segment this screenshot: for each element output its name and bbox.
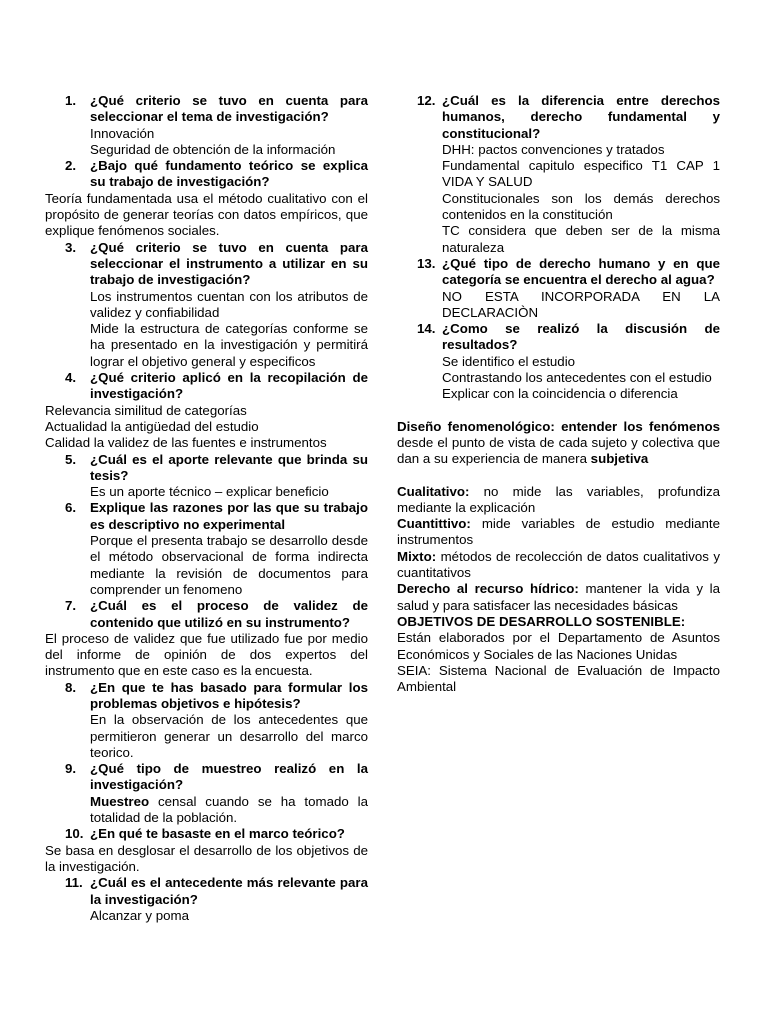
definition-recurso-hidrico [397,581,720,614]
answer-line: Actualidad la antigüedad del estudio [45,418,259,434]
question-12 [397,93,720,256]
answer-line [90,794,368,827]
left-column [45,93,368,924]
answer-paragraph: Teoría fundamentada usa el método cualitativo con el propósito de generar teorías con datos empíricos, que explique fenómenos sociales. [45,190,368,239]
question-text: ¿Bajo qué fundamento teórico se explica su trabajo de investigación? [90,158,368,190]
answer-line: Alcanzar y poma [90,907,190,923]
answer-line: Se identifico el estudio [442,353,576,369]
question-4 [45,370,368,403]
question-number: 5. [65,451,77,467]
answer-paragraph: Se basa en desglosar el desarrollo de los objetivos de la investigación. [45,842,368,874]
question-number: 13. [417,255,436,271]
question-number: 7. [65,598,77,614]
answer-line: NO ESTA INCORPORADA EN LA DECLARACIÒN [442,288,720,320]
term-inline-bold: fenómenos [649,418,720,434]
definition-cualitativo [397,484,720,517]
question-text: ¿Qué criterio aplicó en la recopilación de investigación? [90,370,368,402]
question-text: ¿Como se realizó la discusión de resultados? [442,321,720,353]
question-text: ¿Cuál es el antecedente más relevante para la investigación? [90,875,368,907]
question-number: 9. [65,761,77,777]
definition-text: mide variables de estudio mediante instrumentos [397,516,720,548]
question-text: ¿Qué criterio se tuvo en cuenta para seleccionar el tema de investigación? [90,93,368,125]
answer-line: Mide la estructura de categorías conforme se ha presentado en la investigación y permitirá lograr el objetivo general y especificos [90,321,368,369]
definition-cuantitativo [397,516,720,549]
question-text: ¿En que te has basado para formular los problemas objetivos e hipótesis? [90,679,368,711]
answer-bold-term: Muestreo [90,793,150,809]
spacer [397,468,720,484]
answer-line: Los instrumentos cuentan con los atributos de validez y confiabilidad [90,288,368,320]
question-10 [45,826,368,842]
question-6 [45,500,368,598]
question-14 [397,321,720,402]
question-number: 12. [417,93,436,108]
answer-line: DHH: pactos convenciones y tratados [442,141,665,157]
question-text: Explique las razones por las que su trabajo es descriptivo no experimental [90,500,368,532]
definition-text: métodos de recolección de datos cualitativos y cuantitativos [397,548,720,581]
term-label: Cualitativo: [397,483,470,499]
question-5 [45,452,368,501]
question-number: 11. [65,875,83,891]
question-number: 2. [65,158,77,174]
term-label: Cuantittivo: [397,516,471,532]
definition-text: no mide las variables, profundiza mediante la explicación [397,483,720,515]
question-text: ¿En qué te basaste en el marco teórico? [90,826,345,842]
answer-line: Relevancia similitud de categorías [45,402,247,418]
spacer [397,403,720,419]
definition-text: desde el punto de vista de cada sujeto y colectiva que dan a su experiencia de manera [397,434,720,467]
term-bold-end: subjetiva [590,451,649,467]
question-number: 8. [65,679,77,695]
term-label: OBJETIVOS DE DESARROLLO SOSTENIBLE: [397,613,686,629]
right-column [397,93,720,695]
question-9 [45,761,368,826]
answer-line: Contrastando los antecedentes con el estudio [442,370,712,386]
definition-ods [397,614,720,663]
definition-text: Están elaborados por el Departamento de Asuntos Económicos y Sociales de las Naciones Unidas [397,630,720,662]
question-number: 1. [65,93,77,108]
question-1 [45,93,368,158]
question-11 [45,875,368,924]
question-text: ¿Cuál es la diferencia entre derechos humanos, derecho fundamental y constitucional? [442,93,720,141]
question-text: ¿Qué tipo de derecho humano y en que categoría se encuentra el derecho al agua? [442,255,720,288]
question-number: 6. [65,500,77,516]
definition-mixto [397,549,720,582]
question-8 [45,680,368,761]
answer-line: Porque el presenta trabajo se desarrollo desde el método observacional de forma indirecta mediante la revisión de documentos para comprender un fenomeno [90,533,368,597]
answer-rest: censal cuando se ha tomado la totalidad de la población. [90,793,368,826]
answer-line: Fundamental capitulo especifico T1 CAP 1 VIDA Y SALUD [442,158,720,190]
question-text: ¿Qué criterio se tuvo en cuenta para seleccionar el instrumento a utilizar en su trabajo de investigación? [90,239,368,288]
answer-paragraph: El proceso de validez que fue utilizado fue por medio del informe de opinión de dos expertos del instrumento que en este caso es la encuesta. [45,630,368,679]
question-13 [397,256,720,321]
answer-line: En la observación de los antecedentes que permitieron generar un desarrollo del marco teorico. [90,712,368,760]
definition-fenomenologico [397,419,720,468]
definition-text: mantener la vida y la salud y para satisfacer las necesidades básicas [397,581,720,613]
term-bold: Diseño fenomenológico [397,418,551,434]
question-number: 14. [417,321,436,337]
question-text: ¿Cuál es el aporte relevante que brinda su tesis? [90,451,368,483]
question-number: 4. [65,370,77,386]
term-label: Derecho al recurso hídrico: [397,581,579,597]
answer-line: Innovación [90,125,155,141]
answer-line: Explicar con la coincidencia o diferencia [442,386,678,402]
answer-line: TC considera que deben ser de la misma naturaleza [442,223,720,255]
question-text: ¿Qué tipo de muestreo realizó en la investigación? [90,761,368,793]
answer-line: Seguridad de obtención de la información [90,141,336,157]
question-text: ¿Cuál es el proceso de validez de contenido que utilizó en su instrumento? [90,598,368,630]
term-label: Mixto: [397,548,437,564]
answer-line: Es un aporte técnico – explicar beneficio [90,484,329,500]
question-3 [45,240,368,370]
term-colon: : entender los [550,418,650,434]
question-number: 3. [65,239,77,255]
answer-line: Calidad la validez de las fuentes e instrumentos [45,435,327,451]
question-number: 10. [65,826,84,842]
question-2 [45,158,368,191]
question-7 [45,598,368,631]
definition-seia: SEIA: Sistema Nacional de Evaluación de Impacto Ambiental [397,662,720,695]
answer-line: Constitucionales son los demás derechos contenidos en la constitución [442,190,720,223]
